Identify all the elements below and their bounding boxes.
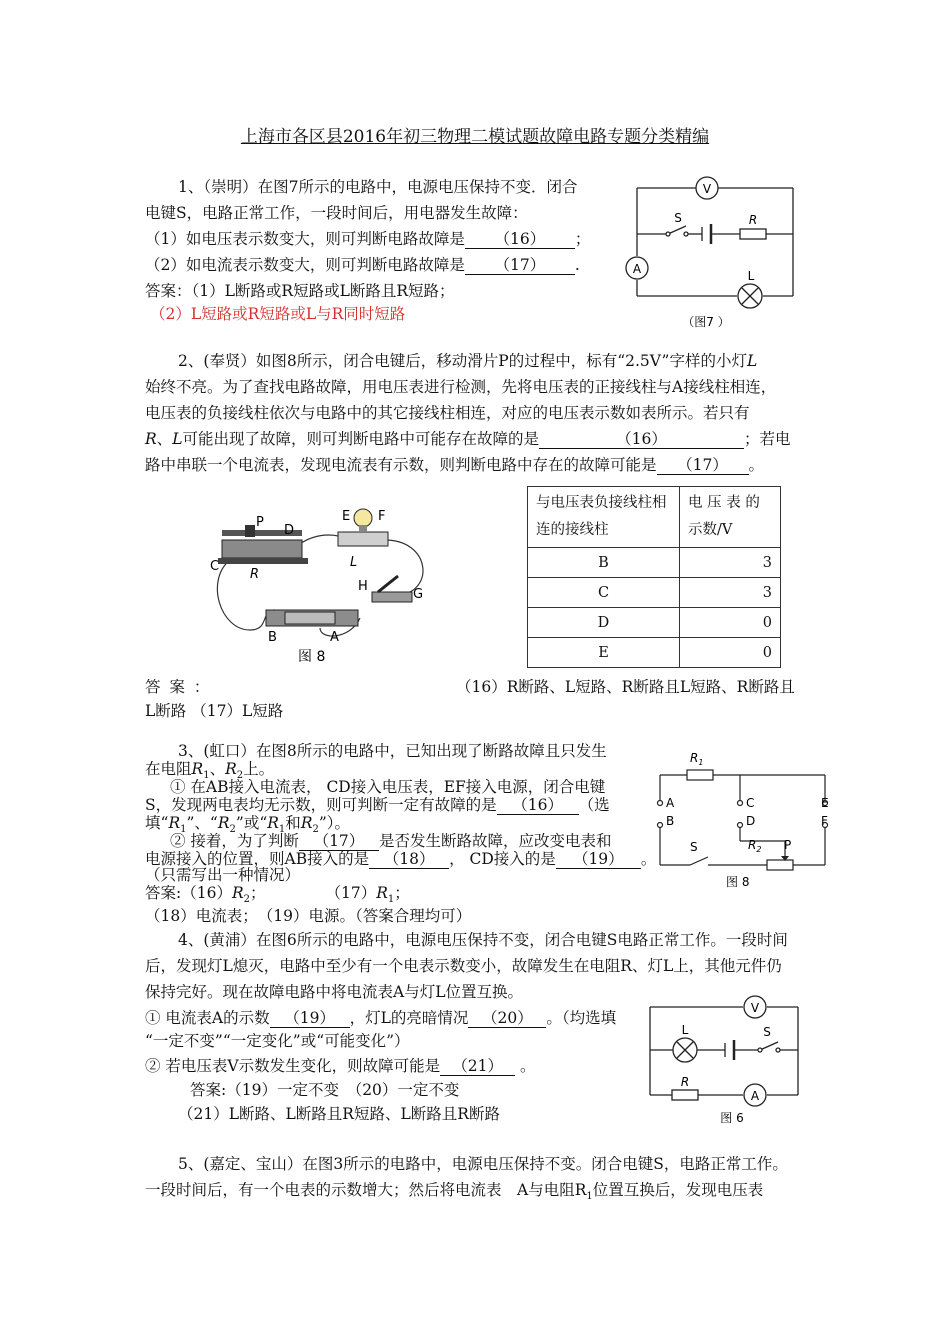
q1-question-1: （1）如电压表示数变大，则可判断电路故障是 [145, 230, 465, 248]
q3-line-8: （只需写出一种情况） [145, 866, 301, 884]
fig8b-r2-label: $R_2$ [748, 838, 762, 854]
q2-line-2: 始终不亮。为了查找电路故障，用电压表进行检测，先将电压表的正接线柱与A接线柱相连， [145, 378, 777, 396]
q1-line-3 [145, 228, 590, 250]
q3-line-2-tail: 上。 [243, 760, 275, 778]
q4-line-6-tail: 。 [515, 1057, 536, 1075]
fig8-label-l: L [350, 555, 358, 570]
q4-line-5: “一定不变”“一定变化”或“可能变化”） [145, 1032, 410, 1050]
q3-line-4-tail: （选 [578, 796, 610, 814]
figure-8-apparatus [200, 500, 440, 670]
q4-blank-19: （19） [270, 1009, 350, 1028]
fig8b-label-a: A [666, 796, 675, 810]
q3-question-1: S，发现两电表均无示数，则可判断一定有故障的是 [145, 796, 497, 814]
table-row [528, 608, 781, 638]
q3-ans-16-sub: 2 [243, 894, 250, 906]
q4-question-1: ① 电流表A的示数 [145, 1009, 270, 1027]
figure-6-circuit [640, 990, 810, 1130]
fig8b-label-c: C [746, 796, 755, 810]
fig6-caption: 图 6 [720, 1111, 744, 1125]
voltage-reading-table [527, 486, 781, 668]
fig7-lamp-label: L [747, 269, 755, 283]
fig8-label-a: A [330, 630, 339, 645]
fig8b-label-d: D [746, 814, 756, 828]
q5-line-2 [145, 1179, 763, 1208]
q3-l5-a: 填“ [145, 814, 169, 832]
q4-line-2: 后，发现灯L熄灭，电路中至少有一个电表示数变小，故障发生在电阻R、灯L上，其他元件仍 [145, 957, 782, 975]
q2-line-4 [145, 428, 791, 450]
q3-l5-d: 和 [285, 814, 301, 832]
fig6-lamp-label: L [681, 1023, 689, 1037]
q3-l5-e: ”）。 [318, 814, 351, 832]
q3-r1-symbol: R [191, 760, 204, 778]
fig7-resistor-label: R [748, 213, 758, 227]
fig7-switch-label: S [674, 211, 682, 225]
q1-answer-1: 答案：（1）L断路或R短路或L断路且R短路； [145, 282, 455, 300]
q4-line-4-tail: 。（均选填 [546, 1009, 617, 1027]
q1-line-2: 电键S，电路正常工作，一段时间后，用电器发生故障： [145, 204, 528, 222]
fig6-voltmeter-label: V [750, 1001, 760, 1015]
table-row [528, 578, 781, 608]
table-row [528, 548, 781, 578]
table-cell-terminal: C [528, 578, 680, 608]
q3-line-2-text: 在电阻 [145, 760, 192, 778]
fig8b-label-e: E [821, 796, 829, 810]
q2-lamp-symbol: L [746, 352, 758, 370]
fig8-label-g: G [413, 587, 424, 602]
table-cell-terminal: E [528, 638, 680, 668]
q2-answer-label: 答 案 ： [145, 678, 212, 696]
q3-blank-18: （18） [369, 850, 449, 869]
q1-line-1: 1、（崇明）在图7所示的电路中，电源电压保持不变．闭合 [178, 178, 578, 196]
fig8b-label-b: B [666, 814, 675, 828]
q1-line-4 [145, 254, 580, 276]
q1-question-2: （2）如电流表示数变大，则可判断电路故障是 [145, 256, 465, 274]
q3-blank-17: （17） [299, 832, 379, 851]
fig8-label-h: H [358, 579, 368, 594]
q3-sep: 、 [209, 760, 226, 778]
fig8b-label-s: S [690, 840, 698, 854]
q2-line-5-tail: 。 [748, 456, 765, 474]
fig8-label-d: D [284, 523, 295, 538]
q4-line-3: 保持完好。现在故障电路中将电流表A与灯L位置互换。 [145, 983, 523, 1001]
fig8-label-f: F [378, 509, 386, 524]
table-cell-voltage: 0 [680, 638, 781, 668]
q3-r2-symbol: R [225, 760, 237, 778]
fig7-caption: （图7 ） [682, 315, 730, 329]
table-cell-terminal: D [528, 608, 680, 638]
q5-line-1: 5、(嘉定、宝山）在图3所示的电路中，电源电压保持不变。闭合电键S，电路正常工作。 [178, 1155, 788, 1173]
q3-opt-both-r2: R [300, 814, 313, 832]
q3-ans-16-sep: ； [250, 884, 266, 902]
fig8b-label-f: F [821, 814, 828, 828]
q2-question-1: 可能出现了故障，则可判断电路中可能存在故障的是 [182, 430, 539, 448]
lamp-icon [673, 1038, 697, 1062]
q3-blank-19: （19） [556, 850, 641, 869]
q4-line-6 [145, 1055, 536, 1077]
q3-opt-both-r1-sub: 1 [278, 824, 286, 836]
q3-line-1: 3、(虹口）在图8所示的电路中，已知出现了断路故障且只发生 [178, 742, 607, 760]
q2-l-symbol: L [172, 430, 183, 448]
q3-l5-c: ”或“ [235, 814, 268, 832]
fig6-ammeter-label: A [750, 1089, 760, 1103]
fig8b-label-p: P [784, 838, 792, 852]
q3-l5-b: ”、“ [186, 814, 218, 832]
table-header-row [528, 487, 781, 548]
fig8-label-e: E [342, 509, 351, 524]
fig6-switch-label: S [763, 1025, 771, 1039]
q3-l6-a: ② 接着，为了判断 [170, 832, 299, 850]
q3-ans-17-r: R [376, 884, 388, 902]
table-cell-terminal: B [528, 548, 680, 578]
q1-blank-16: （16） [465, 230, 575, 249]
q3-opt-r1: R [168, 814, 181, 832]
q4-answer-2: （21）L断路、L断路且R短路、L断路且R断路 [178, 1105, 500, 1123]
q1-punct-2: . [574, 256, 580, 274]
q3-ans-16-r: R [231, 884, 244, 902]
q2-blank-17: （17） [657, 456, 749, 475]
q3-l7-b: ， CD接入的是 [449, 850, 556, 868]
q3-l7-c: 。 [640, 850, 657, 868]
figure-8-circuit [650, 745, 835, 895]
q3-ans-16-label: 答案:（16） [145, 884, 232, 902]
table-cell-voltage: 0 [680, 608, 781, 638]
q2-sep: 、 [156, 430, 173, 448]
q3-blank-16: （16） [497, 796, 579, 815]
figure-7-circuit [620, 170, 810, 340]
q2-blank-16: （16） [539, 430, 744, 449]
q3-opt-r2-sub: 2 [229, 824, 236, 836]
q2-question-2: 路中串联一个电流表，发现电流表有示数，则判断电路中存在的故障可能是 [145, 456, 657, 474]
q5-r1-sub: 1 [586, 1191, 593, 1203]
q1-answer-2: （2）L短路或R短路或L与R同时短路 [150, 305, 406, 323]
fig7-voltmeter-label: V [702, 182, 712, 196]
q2-line-1-text: 2、(奉贤）如图8所示，闭合电键后，移动滑片P的过程中，标有“2.5V”字样的小灯 [178, 352, 747, 370]
q3-ans-17-sep: ； [394, 884, 410, 902]
q4-question-2: ，灯L的亮暗情况 [349, 1009, 469, 1027]
q3-r2-sub: 2 [236, 770, 244, 782]
q3-opt-both-r1: R [267, 814, 279, 832]
fig8-label-b: B [268, 630, 277, 645]
q5-line-2-tail: 位置互换后，发现电压表 [592, 1181, 764, 1199]
fig8-label-r: R [250, 567, 260, 582]
q2-line-3: 电压表的负接线柱依次与电路中的其它接线柱相连，对应的电压表示数如表所示。若只有 [145, 404, 750, 422]
q1-blank-17: （17） [465, 256, 575, 275]
q3-answer-2: （18）电流表； （19）电源。（答案合理均可） [145, 907, 472, 925]
q4-blank-21: （21） [440, 1057, 515, 1076]
q3-l7-a: 电源接入的位置，则AB接入的是 [145, 850, 370, 868]
q4-blank-20: （20） [468, 1009, 546, 1028]
q3-ans-17-label: （17） [325, 884, 377, 902]
q2-answer-2: L断路 （17）L短路 [145, 702, 284, 720]
fig7-ammeter-label: A [632, 262, 642, 276]
table-cell-voltage: 3 [680, 548, 781, 578]
q3-line-3: ① 在AB接入电流表， CD接入电压表，EF接入电源，闭合电键 [170, 778, 606, 796]
q3-opt-r2: R [217, 814, 230, 832]
q4-question-3: ② 若电压表V示数发生变化，则故障可能是 [145, 1057, 441, 1075]
q2-line-5 [145, 454, 764, 476]
page-title: 上海市各区县2016年初三物理二模试题故障电路专题分类精编 [240, 127, 710, 147]
table-cell-voltage: 3 [680, 578, 781, 608]
fig8-caption: 图 8 [298, 649, 326, 665]
q3-l6-b: 是否发生断路故障，应改变电表和 [378, 832, 612, 850]
q2-line-4-tail: ；若电 [744, 430, 791, 448]
q3-ans-17-sub: 1 [387, 894, 395, 906]
q3-r1-sub: 1 [203, 770, 210, 782]
fig8-label-p: P [256, 515, 264, 530]
q4-line-1: 4、(黄浦）在图6所示的电路中，电源电压保持不变，闭合电键S电路正常工作。一段时间 [178, 931, 788, 949]
q2-answer-1: （16）R断路、L短路、R断路且L短路、R断路且 [456, 678, 795, 696]
q4-answer-1: 答案:（19）一定不变 （20）一定不变 [190, 1081, 460, 1099]
table-row [528, 638, 781, 668]
q2-line-1 [178, 350, 757, 372]
q1-punct-1: ； [574, 230, 591, 248]
fig8b-caption: 图 8 [726, 875, 750, 889]
fig8b-r1-label: $R_1$ [690, 751, 704, 767]
q5-line-2-text: 一段时间后，有一个电表的示数增大；然后将电流表 A与电阻R [145, 1181, 587, 1199]
lamp-icon [738, 284, 762, 308]
table-header-terminal: 与电压表负接线柱相连的接线柱 [528, 487, 680, 548]
table-header-voltage: 电 压 表 的示数/V [680, 487, 781, 548]
q2-r-symbol: R [145, 430, 157, 448]
fig8-label-c: C [210, 559, 220, 574]
q3-opt-both-r2-sub: 2 [312, 824, 319, 836]
q3-opt-r1-sub: 1 [180, 824, 187, 836]
fig6-resistor-label: R [680, 1075, 690, 1089]
q4-line-4 [145, 1007, 616, 1029]
